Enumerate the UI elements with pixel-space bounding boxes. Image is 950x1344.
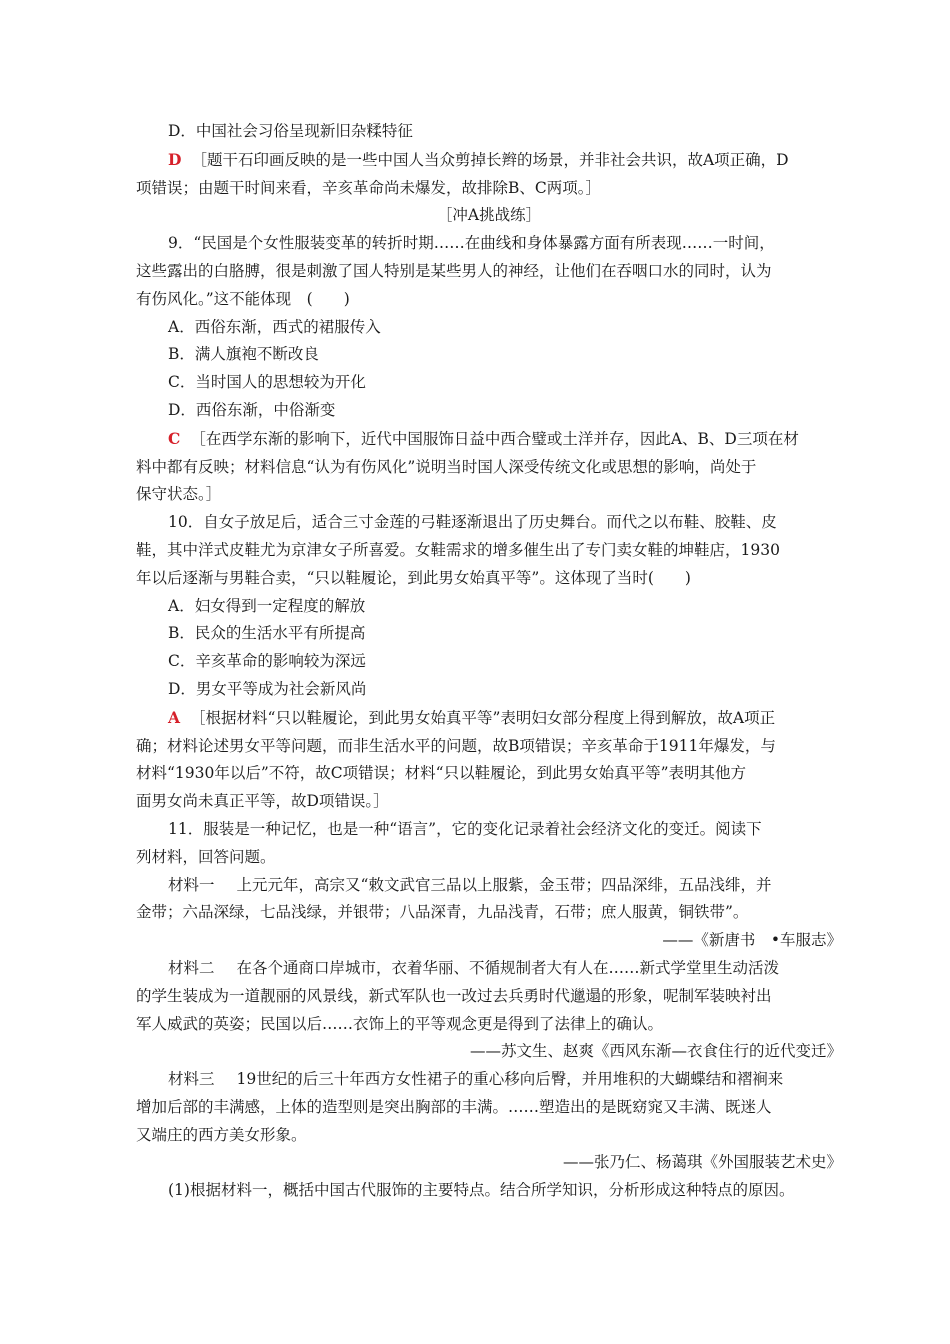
q9-option-b: B．满人旗袍不断改良: [168, 345, 319, 364]
q10-stem-line-3: 年以后逐渐与男鞋合卖，“只以鞋履论，到此男女始真平等”。这体现了当时( ): [136, 568, 691, 587]
material-3-line-2: 增加后部的丰满感，上体的造型则是突出胸部的丰满。……塑造出的是既窈窕又丰满、既迷人: [136, 1097, 772, 1116]
material-1-label: 材料一: [168, 875, 215, 894]
q10-option-b: B．民众的生活水平有所提高: [168, 624, 366, 643]
q10-option-d: D．男女平等成为社会新风尚: [168, 679, 367, 698]
q11-stem-line-1: 11．服装是一种记忆，也是一种“语言”，它的变化记录着社会经济文化的变迁。阅读下: [168, 819, 762, 838]
q9-explanation-line-3: 保守状态。］: [136, 485, 222, 504]
section-title: ［冲A挑战练］: [436, 206, 542, 225]
material-2-label: 材料二: [168, 958, 215, 977]
q9-stem-line-3: 有伤风化。”这不能体现 ( ): [136, 289, 350, 308]
q10-explanation-line-2: 确；材料论述男女平等问题，而非生活水平的问题，故B项错误；辛亥革命于1911年爆发，与: [136, 736, 776, 755]
material-3-label: 材料三: [168, 1070, 215, 1089]
q10-option-c: C．辛亥革命的影响较为深远: [168, 652, 366, 671]
material-2-line-1: 材料二 在各个通商口岸城市，衣着华丽、不循规制者大有人在……新式学堂里生动活泼: [168, 958, 780, 977]
q8-option-d: D．中国社会习俗呈现新旧杂糅特征: [168, 122, 413, 140]
q8-answer-letter: D: [168, 149, 182, 169]
q11-stem-line-2: 列材料，回答问题。: [136, 847, 276, 866]
material-1-source: ——《新唐书 •车服志》: [662, 931, 842, 950]
q9-answer-letter: C: [168, 428, 181, 448]
material-3-line-3: 又端庄的西方美女形象。: [136, 1125, 307, 1144]
q8-explanation-line-2: 项错误；由题干时间来看，辛亥革命尚未爆发，故排除B、C两项。］: [136, 178, 602, 197]
material-2-source: ——苏文生、赵爽《西风东渐—衣食住行的近代变迁》: [469, 1042, 842, 1061]
q10-explanation-line-1: A ［根据材料“只以鞋履论，到此男女始真平等”表明妇女部分程度上得到解放，故A项正: [168, 707, 776, 727]
material-2-line-3: 军人威武的英姿；民国以后……衣饰上的平等观念更是得到了法律上的确认。: [136, 1014, 664, 1033]
q10-explanation-line-4: 面男女尚未真正平等，故D项错误。］: [136, 792, 389, 811]
document-content: [136, 118, 842, 1205]
q9-stem-line-2: 这些露出的白胳膊，很是刺激了国人特别是某些男人的神经，让他们在吞咽口水的同时，认为: [136, 261, 772, 280]
material-1-line-2: 金带；六品深绿，七品浅绿，并银带；八品深青，九品浅青，石带；庶人服黄，铜铁带”。: [136, 903, 749, 922]
material-2-line-2: 的学生装成为一道靓丽的风景线，新式军队也一改过去兵勇时代邋遢的形象，呢制军装映衬出: [136, 986, 772, 1005]
material-3-source: ——张乃仁、杨蔼琪《外国服装艺术史》: [562, 1153, 842, 1172]
q9-option-c: C．当时国人的思想较为开化: [168, 373, 366, 392]
q10-stem-line-1: 10．自女子放足后，适合三寸金莲的弓鞋逐渐退出了历史舞台。而代之以布鞋、胶鞋、皮: [168, 513, 777, 532]
material-3-line-1: 材料三 19世纪的后三十年西方女性裙子的重心移向后臀，并用堆积的大蝴蝶结和褶裥来: [168, 1070, 784, 1089]
q10-explanation-line-3: 材料“1930年以后”不符，故C项错误；材料“只以鞋履论，到此男女始真平等”表明其他方: [136, 764, 747, 783]
q9-option-d: D．西俗东渐，中俗渐变: [168, 400, 336, 419]
q10-answer-letter: A: [168, 707, 181, 727]
q8-explanation-line-1: D ［题干石印画反映的是一些中国人当众剪掉长辫的场景，并非社会共识，故A项正确，D: [168, 149, 789, 169]
q9-explanation-line-1: C ［在西学东渐的影响下，近代中国服饰日益中西合璧或土洋并存，因此A、B、D三项在材: [168, 428, 799, 448]
q10-option-a: A．妇女得到一定程度的解放: [168, 596, 366, 615]
material-1-line-1: 材料一 上元元年，高宗又“敕文武官三品以上服紫，金玉带；四品深绯，五品浅绯，并: [168, 875, 772, 894]
q9-option-a: A．西俗东渐，西式的裙服传入: [168, 317, 381, 336]
q9-explanation-line-2: 料中都有反映；材料信息“认为有伤风化”说明当时国人深受传统文化或思想的影响，尚处于: [136, 457, 757, 476]
q9-stem-line-1: 9．“民国是个女性服装变革的转折时期……在曲线和身体暴露方面有所表现……一时间，: [168, 234, 775, 253]
q10-stem-line-2: 鞋，其中洋式皮鞋尤为京津女子所喜爱。女鞋需求的增多催生出了专门卖女鞋的坤鞋店，1930: [136, 540, 780, 559]
q11-sub-question-1: (1)根据材料一，概括中国古代服饰的主要特点。结合所学知识，分析形成这种特点的原因。: [168, 1181, 795, 1200]
